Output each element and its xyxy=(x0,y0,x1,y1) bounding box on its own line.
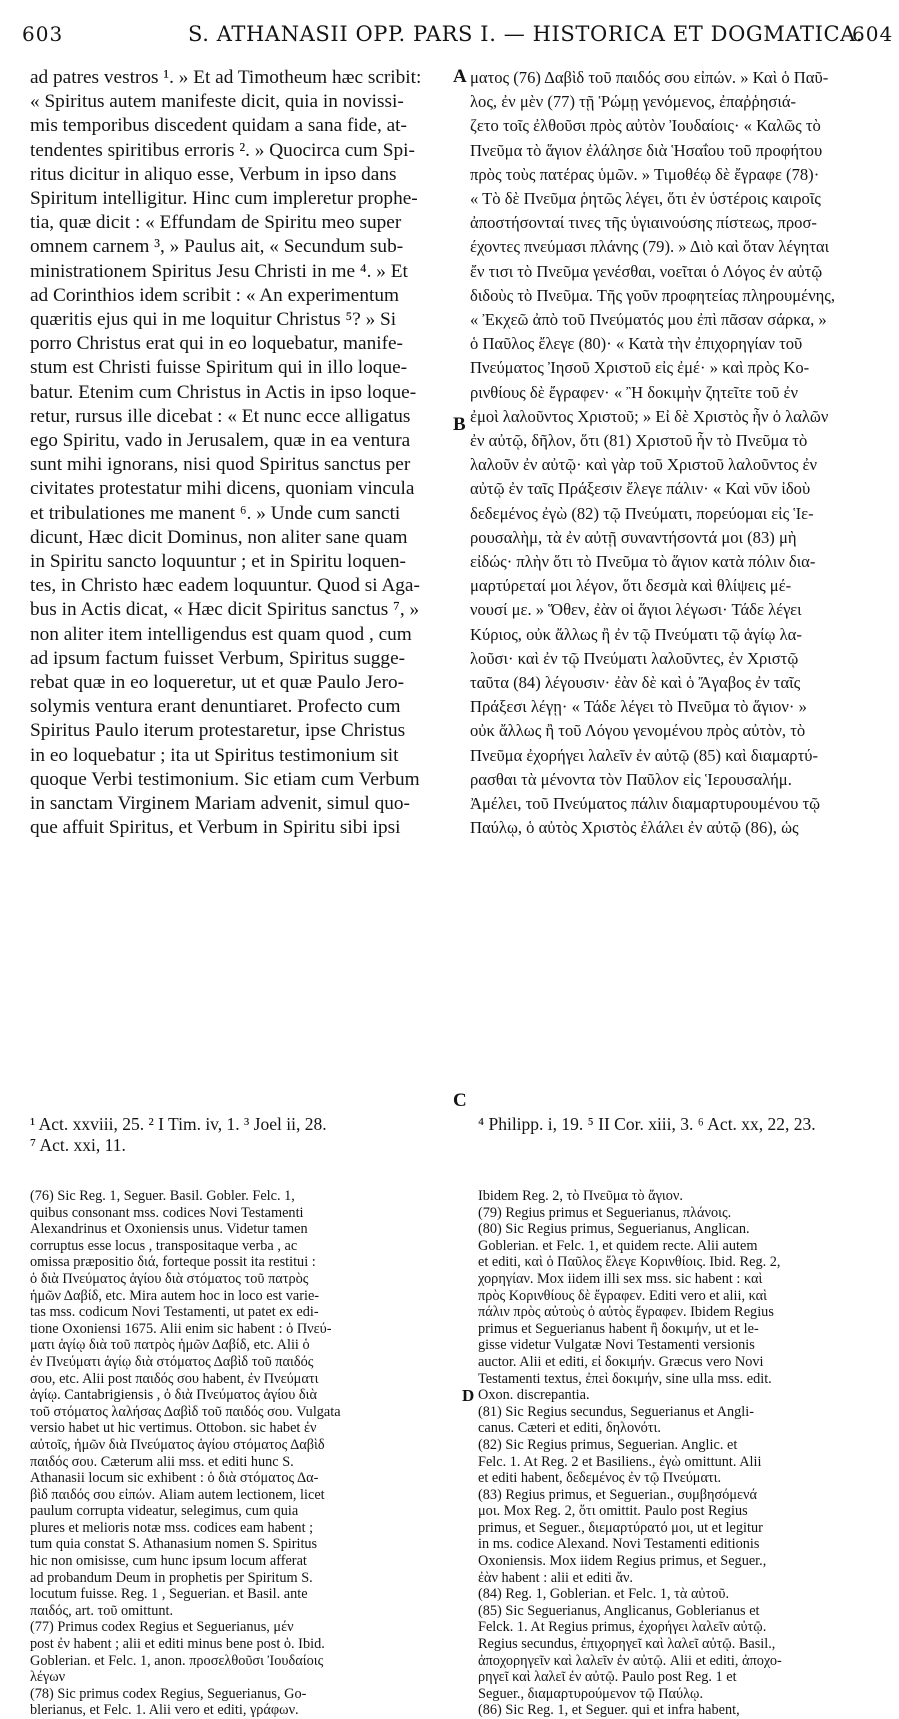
greek-text-line: Πράξεσι λέγῃ· « Τάδε λέγει τὸ Πνεῦμα τὸ ἅγιον· » xyxy=(470,697,807,717)
latin-text-line: rebat quæ in eo loqueretur, ut et quæ Paulo Jero- xyxy=(30,672,405,694)
greek-text-line: δεδεμένος ἐγὼ (82) τῷ Πνεύματι, πορεύομαι εἰς Ἱε- xyxy=(470,503,814,523)
latin-text-line: ego Spiritu, vado in Jerusalem, quæ in ea ventura xyxy=(30,430,411,452)
greek-text-line: λος, ἐν μὲν (77) τῇ Ῥώμῃ γενόμενος, ἐπαῤῥησιά- xyxy=(470,92,797,112)
note-line: Ibidem Reg. 2, τὸ Πνεῦμα τὸ ἅγιον. xyxy=(478,1188,683,1204)
note-line: locutum fuisse. Reg. 1 , Seguerian. et Basil. ante xyxy=(30,1586,308,1603)
scripture-ref-line: ⁴ Philipp. i, 19. ⁵ II Cor. xiii, 3. ⁶ Act. xx, 22, 23. xyxy=(478,1114,816,1134)
latin-text-line: civitates protestatur mihi dicens, quoniam vincula xyxy=(30,478,415,500)
note-line: et editi, καὶ ὁ Παῦλος ἔλεγε Κορινθίοις. Ibid. Reg. 2, xyxy=(478,1254,781,1271)
greek-text-line: « Ἐκχεῶ ἀπὸ τοῦ Πνεύματός μου ἐπὶ πᾶσαν σάρκα, » xyxy=(470,310,827,330)
greek-text-line: εἰδώς· πλὴν ὅτι τὸ Πνεῦμα τὸ ἅγιον κατὰ πόλιν δια- xyxy=(470,552,816,572)
latin-text-line: solymis ventura erant denuntiaret. Profecto cum xyxy=(30,696,401,718)
note-line: quibus consonant mss. codices Novi Testamenti xyxy=(30,1204,304,1221)
latin-text-column xyxy=(30,66,452,841)
note-line: (79) Regius primus et Seguerianus, πλάνοις. xyxy=(478,1204,732,1221)
note-line: Oxon. discrepantia. xyxy=(478,1387,590,1404)
note-line: primus, et Seguer., διεμαρτύρατό μοι, ut et legitur xyxy=(478,1519,763,1536)
margin-marker-b: B xyxy=(453,414,466,435)
latin-text-line: quoque Verbi testimonium. Sic etiam cum Verbum xyxy=(30,768,420,790)
greek-text-line: Κύριος, οὐκ ἄλλως ἢ ἐν τῷ Πνεύματι τῷ ἁγίῳ λα- xyxy=(470,624,802,644)
note-line: πρὸς Κορινθίους δὲ ἔγραφεν. Editi vero et alii, καὶ xyxy=(478,1287,768,1304)
note-line: παιδός, art. τοῦ omittunt. xyxy=(30,1602,174,1619)
latin-text-line: in eo loquebatur ; ita ut Spiritus testimonium sit xyxy=(30,744,399,766)
latin-text-line: ritus dicitur in aliquo esse, Verbum in ipso dans xyxy=(30,163,397,185)
latin-text-line: ad Corinthios idem scribit : « An experimentum xyxy=(30,284,399,306)
note-line: ρηγεῖ καὶ λαλεῖ ἐν αὐτῷ. Paulo post Reg. 1 et xyxy=(478,1669,737,1686)
note-line: Alexandrinus et Oxoniensis unus. Videtur tamen xyxy=(30,1221,308,1238)
note-line: μοι. Mox Reg. 2, ὅτι omittit. Paulo post Regius xyxy=(478,1503,748,1520)
note-line: tum quia constat S. Athanasium nomen S. Spiritus xyxy=(30,1536,318,1553)
note-line: post ἐν habent ; alii et editi minus bene post ὁ. Ibid. xyxy=(30,1636,325,1653)
note-line: (86) Sic Reg. 1, et Seguer. qui et infra habent, xyxy=(478,1702,740,1719)
latin-text-line: ministrationem Spiritus Jesu Christi in me ⁴. » Et xyxy=(30,260,408,282)
latin-text-line: que affuit Spiritus, et Verbum in Spiritu sibi ipsi xyxy=(30,817,401,839)
note-line: corruptus esse locus , transpositaque verba , ac xyxy=(30,1237,298,1254)
note-line: ad probandum Deum in prophetis per Spiritum S. xyxy=(30,1569,313,1586)
scripture-ref-line: ⁷ Act. xxi, 11. xyxy=(30,1135,126,1155)
note-line: ἐὰν habent : alii et editi ἄν. xyxy=(478,1569,634,1586)
note-line: Goblerian. et Felc. 1, anon. προσελθοῦσι Ἰουδαίοις xyxy=(30,1652,324,1669)
note-line: in ms. codice Alexand. Novi Testamenti editionis xyxy=(478,1536,760,1553)
note-line: tione Oxoniensi 1675. Alii enim sic habent : ὁ Πνεύ- xyxy=(30,1320,332,1337)
latin-text-line: quæritis ejus qui in me loquitur Christus ⁵? » Si xyxy=(30,309,397,331)
latin-text-line: et tribulationes me manent ⁶. » Unde cum sancti xyxy=(30,502,401,524)
note-line: paulum corrupta videatur, selegimus, cum quia xyxy=(30,1503,299,1520)
greek-text-line: Παύλῳ, ὁ αὐτὸς Χριστὸς ἐλάλει ἐν αὐτῷ (86), ὡς xyxy=(470,818,799,838)
note-line: λέγων xyxy=(30,1669,66,1686)
scripture-ref-line: ¹ Act. xxviii, 25. ² I Tim. iv, 1. ³ Joel ii, 28. xyxy=(30,1114,327,1134)
note-line: (78) Sic primus codex Regius, Seguerianus, Go- xyxy=(30,1685,307,1702)
note-line: ματι ἁγίῳ διὰ τοῦ πατρὸς ἡμῶν Δαβίδ, etc. Alii ὁ xyxy=(30,1337,310,1354)
greek-text-line: ἀποστήσονταί τινες τῆς ὑγιαινούσης πίστεως, προσ- xyxy=(470,213,817,233)
note-line: blerianus, et Felc. 1. Alii vero et editi, γράφων. xyxy=(30,1702,299,1719)
note-line: hic non omisisse, cum hunc ipsum locum afferat xyxy=(30,1553,307,1570)
note-line: (81) Sic Regius secundus, Seguerianus et Angli- xyxy=(478,1403,754,1420)
editorial-notes-right xyxy=(478,1188,882,1719)
note-line: Athanasii locum sic exhibent : ὁ διὰ στόματος Δα- xyxy=(30,1470,319,1487)
latin-text-line: batur. Etenim cum Christus in Actis in ipso loque- xyxy=(30,381,417,403)
latin-text-line: retur, rursus ille dicebat : « Et nunc ecce alligatus xyxy=(30,405,411,427)
latin-text-line: in Spiritu sancto loquuntur ; et in Spiritu loquen- xyxy=(30,551,406,573)
greek-text-line: ἐμοὶ λαλοῦντος Χριστοῦ; » Εἰ δὲ Χριστὸς ἦν ὁ λαλῶν xyxy=(470,406,829,426)
running-title: S. ATHANASII OPP. PARS I. — HISTORICA ET DOGMATICA. xyxy=(188,22,864,46)
margin-marker-c: C xyxy=(453,1090,467,1111)
greek-text-line: « Τὸ δὲ Πνεῦμα ῥητῶς λέγει, ὅτι ἐν ὑστέροις καιροῖς xyxy=(470,189,821,209)
greek-text-line: ζετο τοῖς ἐλθοῦσι πρὸς αὐτὸν Ἰουδαίοις· « Καλῶς τὸ xyxy=(470,116,821,136)
note-line: Testamenti textus, ἐπεὶ δοκιμήν, sine ulla mss. edit. xyxy=(478,1370,772,1387)
note-line: (84) Reg. 1, Goblerian. et Felc. 1, τὰ αὐτοῦ. xyxy=(478,1586,730,1603)
note-line: tas mss. codicum Novi Testamenti, ut patet ex edi- xyxy=(30,1304,319,1321)
note-line: ἐν Πνεύματι ἁγίῳ διὰ στόματος Δαβὶδ τοῦ παιδός xyxy=(30,1353,314,1370)
editorial-notes-left xyxy=(30,1188,456,1719)
latin-text-line: ad ipsum factum fuisset Verbum, Spiritus sugge- xyxy=(30,647,406,669)
note-line: ἁγίῳ. Cantabrigiensis , ὁ διὰ Πνεύματος ἁγίου διὰ xyxy=(30,1387,317,1404)
note-line: (77) Primus codex Regius et Seguerianus, μέν xyxy=(30,1619,294,1636)
note-line: ἀποχορηγεῖν καὶ λαλεῖν ἐν αὐτῷ. Alii et editi, ἀποχο- xyxy=(478,1652,782,1669)
latin-text-line: « Spiritus autem manifeste dicit, quia in novissi- xyxy=(30,91,404,113)
latin-text-line: tes, in Christo hæc eadem loquuntur. Quod si Aga- xyxy=(30,575,420,597)
greek-text-line: ἐν αὐτῷ, δῆλον, ὅτι (81) Χριστοῦ ἦν τὸ Πνεῦμα τὸ xyxy=(470,431,808,451)
latin-text-line: Spiritus Paulo iterum protestaretur, ipse Christus xyxy=(30,720,406,742)
page-number-left: 603 xyxy=(22,22,64,46)
latin-text-line: Spiritum intelligitur. Hinc cum impleretur prophe- xyxy=(30,188,418,210)
note-line: αὐτοῖς, ἡμῶν διὰ Πνεύματος ἁγίου στόματος Δαβὶδ xyxy=(30,1436,325,1453)
greek-text-line: Πνεῦμα τὸ ἅγιον ἐλάλησε διὰ Ἡσαΐου τοῦ προφήτου xyxy=(470,140,823,160)
latin-text-line: mis temporibus discedent quidam a sana fide, at- xyxy=(30,115,407,137)
note-line: primus et Seguerianus habent ἢ δοκιμήν, ut et le- xyxy=(478,1320,759,1337)
latin-text-line: stum est Christi fuisse Spiritum qui in illo loque- xyxy=(30,357,408,379)
greek-text-line: μαρτύρεταί μοι λέγον, ὅτι δεσμὰ καὶ θλίψεις μέ- xyxy=(470,576,792,596)
latin-text-line: sunt mihi ignorans, nisi quod Spiritus sanctus per xyxy=(30,454,411,476)
note-line: (76) Sic Reg. 1, Seguer. Basil. Gobler. Felc. 1, xyxy=(30,1188,295,1204)
note-line: Oxoniensis. Mox iidem Regius primus, et Seguer., xyxy=(478,1553,767,1570)
note-line: (83) Regius primus, et Seguerian., συμβησόμενά xyxy=(478,1486,758,1503)
note-line: (80) Sic Regius primus, Seguerianus, Anglican. xyxy=(478,1221,750,1238)
note-line: et editi habent, δεδεμένος ἐν τῷ Πνεύματι. xyxy=(478,1470,722,1487)
note-line: (85) Sic Seguerianus, Anglicanus, Goblerianus et xyxy=(478,1602,760,1619)
note-line: χορηγίαν. Mox iidem illi sex mss. sic habent : καὶ xyxy=(478,1270,763,1287)
latin-text-line: in sanctam Virginem Mariam advenit, simul quo- xyxy=(30,793,410,815)
note-line: gisse videtur Vulgatæ Novi Testamenti versionis xyxy=(478,1337,755,1354)
note-line: Goblerian. et Felc. 1, et quidem recte. Alii autem xyxy=(478,1237,758,1254)
latin-text-line: non aliter item intelligendus est quam quod , cum xyxy=(30,623,412,645)
note-line: canus. Cæteri et editi, δηλονότι. xyxy=(478,1420,661,1437)
latin-text-line: dicunt, Hæc dicit Dominus, non aliter sane quam xyxy=(30,526,408,548)
note-line: πάλιν πρὸς αὐτοὺς ὁ αὐτὸς ἔγραφεν. Ibidem Regius xyxy=(478,1304,774,1321)
note-line: plures et melioris notæ mss. codices eam habent ; xyxy=(30,1519,314,1536)
greek-text-line: Ἀμέλει, τοῦ Πνεύματος πάλιν διαμαρτυρουμένου τῷ xyxy=(470,794,821,814)
greek-text-line: Πνεῦμα ἐχορήγει λαλεῖν ἐν αὐτῷ (85) καὶ διαμαρτύ- xyxy=(470,745,818,765)
note-line: (82) Sic Regius primus, Seguerian. Anglic. et xyxy=(478,1436,738,1453)
greek-text-line: πρὸς τοὺς πατέρας ὑμῶν. » Τιμοθέῳ δὲ ἔγραφε (78)· xyxy=(470,164,820,184)
greek-text-line: οὐκ ἄλλως ἢ τοῦ Λόγου γενομένου πρὸς αὐτὸν, τὸ xyxy=(470,721,806,741)
note-line: βὶδ παιδός σου εἰπών. Aliam autem lectionem, licet xyxy=(30,1486,325,1503)
greek-text-line: ταῦτα (84) λέγουσιν· ἐὰν δὲ καὶ ὁ Ἄγαβος ἐν ταῖς xyxy=(470,673,801,693)
greek-text-line: ρουσαλὴμ, τὰ ἐν αὐτῇ συναντήσοντά μοι (83) μὴ xyxy=(470,527,797,547)
note-line: ὁ διὰ Πνεύματος ἁγίου διὰ στόματος τοῦ πατρὸς xyxy=(30,1270,309,1287)
note-line: Felc. 1. At Reg. 2 et Basiliens., ἐγὼ omittunt. Alii xyxy=(478,1453,762,1470)
note-line: τοῦ στόματος λαλήσας Δαβὶδ τοῦ παιδός σου. Vulgata xyxy=(30,1403,341,1420)
latin-text-line: omnem carnem ³, » Paulus ait, « Secundum sub- xyxy=(30,236,404,258)
margin-marker-a: A xyxy=(453,66,467,87)
greek-text-line: ματος (76) Δαβὶδ τοῦ παιδός σου εἰπών. » Καὶ ὁ Παῦ- xyxy=(470,68,829,87)
note-line: παιδός σου. Cæterum alii mss. et editi hunc S. xyxy=(30,1453,294,1470)
greek-text-line: ὁ Παῦλος ἔλεγε (80)· « Κατὰ τὴν ἐπιχορηγίαν τοῦ xyxy=(470,334,803,354)
latin-text-line: tendentes spiritibus erroris ². » Quocirca cum Spi- xyxy=(30,139,415,161)
note-line: ἡμῶν Δαβίδ, etc. Mira autem hoc in loco est varie- xyxy=(30,1287,320,1304)
greek-text-line: ρασθαι τὰ μένοντα τὸν Παῦλον εἰς Ἱερουσαλήμ. xyxy=(470,769,792,789)
note-line: Regius secundus, ἐπιχορηγεῖ καὶ λαλεῖ αὐτῷ. Basil., xyxy=(478,1636,776,1653)
greek-text-line: Πνεύματος Ἰησοῦ Χριστοῦ εἰς ἐμέ· » καὶ πρὸς Κο- xyxy=(470,358,810,378)
note-line: σου, etc. Alii post παιδός σου habent, ἐν Πνεύματι xyxy=(30,1370,319,1387)
greek-text-line: έχοντες πνεύμασι πλάνης (79). » Διὸ καὶ ὅταν λέγηται xyxy=(470,237,830,257)
page-number-right: 604 xyxy=(852,22,894,46)
greek-text-line: ρινθίους δὲ ἔγραφεν· « Ἢ δοκιμὴν ζητεῖτε τοῦ ἐν xyxy=(470,382,799,402)
greek-text-line: ἔν τισι τὸ Πνεῦμα γενέσθαι, νοεῖται ὁ Λόγος ἐν αὐτῷ xyxy=(470,261,823,281)
latin-text-line: ad patres vestros ¹. » Et ad Timotheum hæc scribit: xyxy=(30,67,422,88)
greek-text-line: αὐτῷ ἐν ταῖς Πράξεσιν ἔλεγε πάλιν· « Καὶ νῦν ἰδοὺ xyxy=(470,479,811,499)
latin-text-line: tia, quæ dicit : « Effundam de Spiritu meo super xyxy=(30,212,402,234)
note-line: Seguer., διαμαρτυρούμενον τῷ Παύλῳ. xyxy=(478,1685,704,1702)
note-line: auctor. Alii et editi, εἰ δοκιμήν. Græcus vero Novi xyxy=(478,1353,764,1370)
note-line: Felck. 1. At Regius primus, ἐχορήγει λαλεῖν αὐτῷ. xyxy=(478,1619,767,1636)
greek-text-line: διδοὺς τὸ Πνεῦμα. Τῆς γοῦν προφητείας πληρουμένης, xyxy=(470,285,835,305)
greek-text-line: λαλοῦν ἐν αὐτῷ· καὶ γὰρ τοῦ Χριστοῦ λαλοῦντος ἐν xyxy=(470,455,818,475)
latin-text-line: porro Christus erat qui in eo loquebatur, manife- xyxy=(30,333,403,355)
latin-text-line: bus in Actis dicat, « Hæc dicit Spiritus sanctus ⁷, » xyxy=(30,599,420,621)
greek-text-line: νουσί με. » Ὅθεν, ἐὰν οἱ ἅγιοι λέγωσι· Τάδε λέγει xyxy=(470,600,802,620)
margin-marker-d: D xyxy=(462,1386,475,1405)
note-line: versio habet ut hic vertimus. Ottobon. sic habet ἐν xyxy=(30,1420,317,1437)
greek-text-line: λοῦσι· καὶ ἐν τῷ Πνεύματι λαλοῦντες, ἐν Χριστῷ xyxy=(470,648,799,668)
note-line: omissa præpositio διά, forteque possit ita restitui : xyxy=(30,1254,316,1271)
greek-text-column xyxy=(470,66,884,841)
